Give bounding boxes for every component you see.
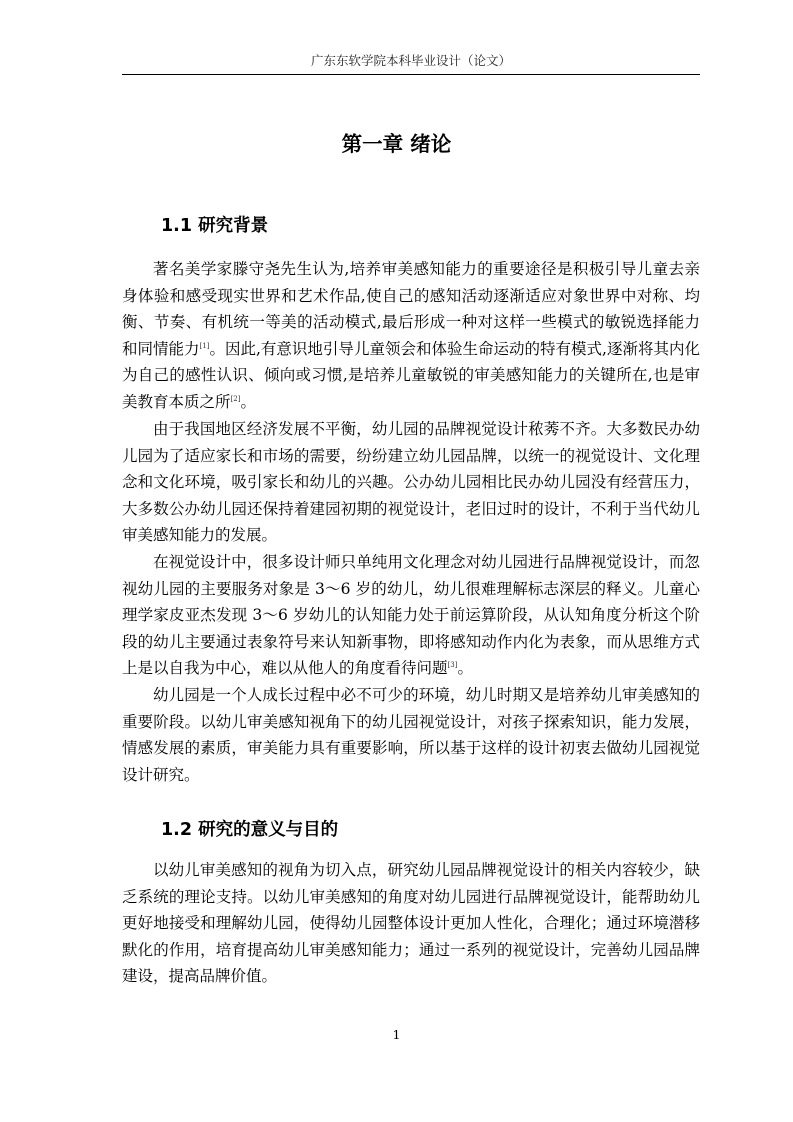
citation-ref: [1] <box>199 341 210 350</box>
chapter-title: 第一章 绪论 <box>341 132 452 156</box>
page-number: 1 <box>392 1027 401 1042</box>
running-header-title: 广东东软学院本科毕业设计（论文） <box>310 53 511 68</box>
paragraph-text: 在视觉设计中，很多设计师只单纯用文化理念对幼儿园进行品牌视觉设计，而忽视幼儿园的主要服务对象是 3～6 岁的幼儿，幼儿很难理解标志深层的释义。儿童心理学家皮亚杰发现 3～6 岁幼儿的认知能力处于前运算阶段，从认知角度分析这个阶段的幼儿主要通过表象符号来认知新事物，即将感知动作内化为表象，而从思维方式上是以自我为中心，难以从他人的角度看待问题 <box>122 553 700 678</box>
paragraph-text: 著名美学家滕守尧先生认为,培养审美感知能力的重要途径是积极引导儿童去亲身体验和感受现实世界和艺术作品,使自己的感知活动逐渐适应对象世界中对称、均衡、节奏、有机统一等美的活动模式,最后形成一种对这样一些模式的敏锐选择能力和同情能力 <box>122 260 700 358</box>
paragraph-4 <box>122 682 700 788</box>
paragraph-text: 幼儿园是一个人成长过程中必不可少的环境，幼儿时期又是培养幼儿审美感知的重要阶段。以幼儿审美感知视角下的幼儿园视觉设计，对孩子探索知识，能力发展，情感发展的素质，审美能力具有重要影响，所以基于这样的设计初衷去做幼儿园视觉设计研究。 <box>122 686 700 784</box>
paragraph-text: 。因此,有意识地引导儿童领会和体验生命运动的特有模式,逐渐将其内化为自己的感性认识、倾向或习惯,是培养儿童敏锐的审美感知能力的关键所在,也是审美教育本质之所 <box>122 339 700 411</box>
paragraph-2 <box>122 416 700 549</box>
paragraph-text: 。 <box>240 392 256 411</box>
paragraph-5 <box>122 857 700 990</box>
section-heading-1-1: 1.1 研究背景 <box>161 216 269 236</box>
paragraph-text: 以幼儿审美感知的视角为切入点，研究幼儿园品牌视觉设计的相关内容较少，缺乏系统的理论支持。以幼儿审美感知的角度对幼儿园进行品牌视觉设计，能帮助幼儿更好地接受和理解幼儿园，使得幼儿园整体设计更加人性化，合理化；通过环境潜移默化的作用，培育提高幼儿审美感知能力；通过一系列的视觉设计，完善幼儿园品牌建设，提高品牌价值。 <box>122 861 700 986</box>
citation-ref: [2] <box>230 394 241 403</box>
running-header <box>122 52 700 75</box>
paragraph-3 <box>122 549 700 682</box>
section-heading-1-2: 1.2 研究的意义与目的 <box>161 820 339 840</box>
paragraph-text: 。 <box>457 659 473 678</box>
paragraph-1 <box>122 256 700 416</box>
citation-ref: [3] <box>447 661 458 670</box>
paragraph-text: 由于我国地区经济发展不平衡，幼儿园的品牌视觉设计秾莠不齐。大多数民办幼儿园为了适应家长和市场的需要，纷纷建立幼儿园品牌，以统一的视觉设计、文化理念和文化环境，吸引家长和幼儿的兴趣。公办幼儿园相比民办幼儿园没有经营压力，大多数公办幼儿园还保持着建园初期的视觉设计，老旧过时的设计，不利于当代幼儿审美感知能力的发展。 <box>122 420 700 545</box>
